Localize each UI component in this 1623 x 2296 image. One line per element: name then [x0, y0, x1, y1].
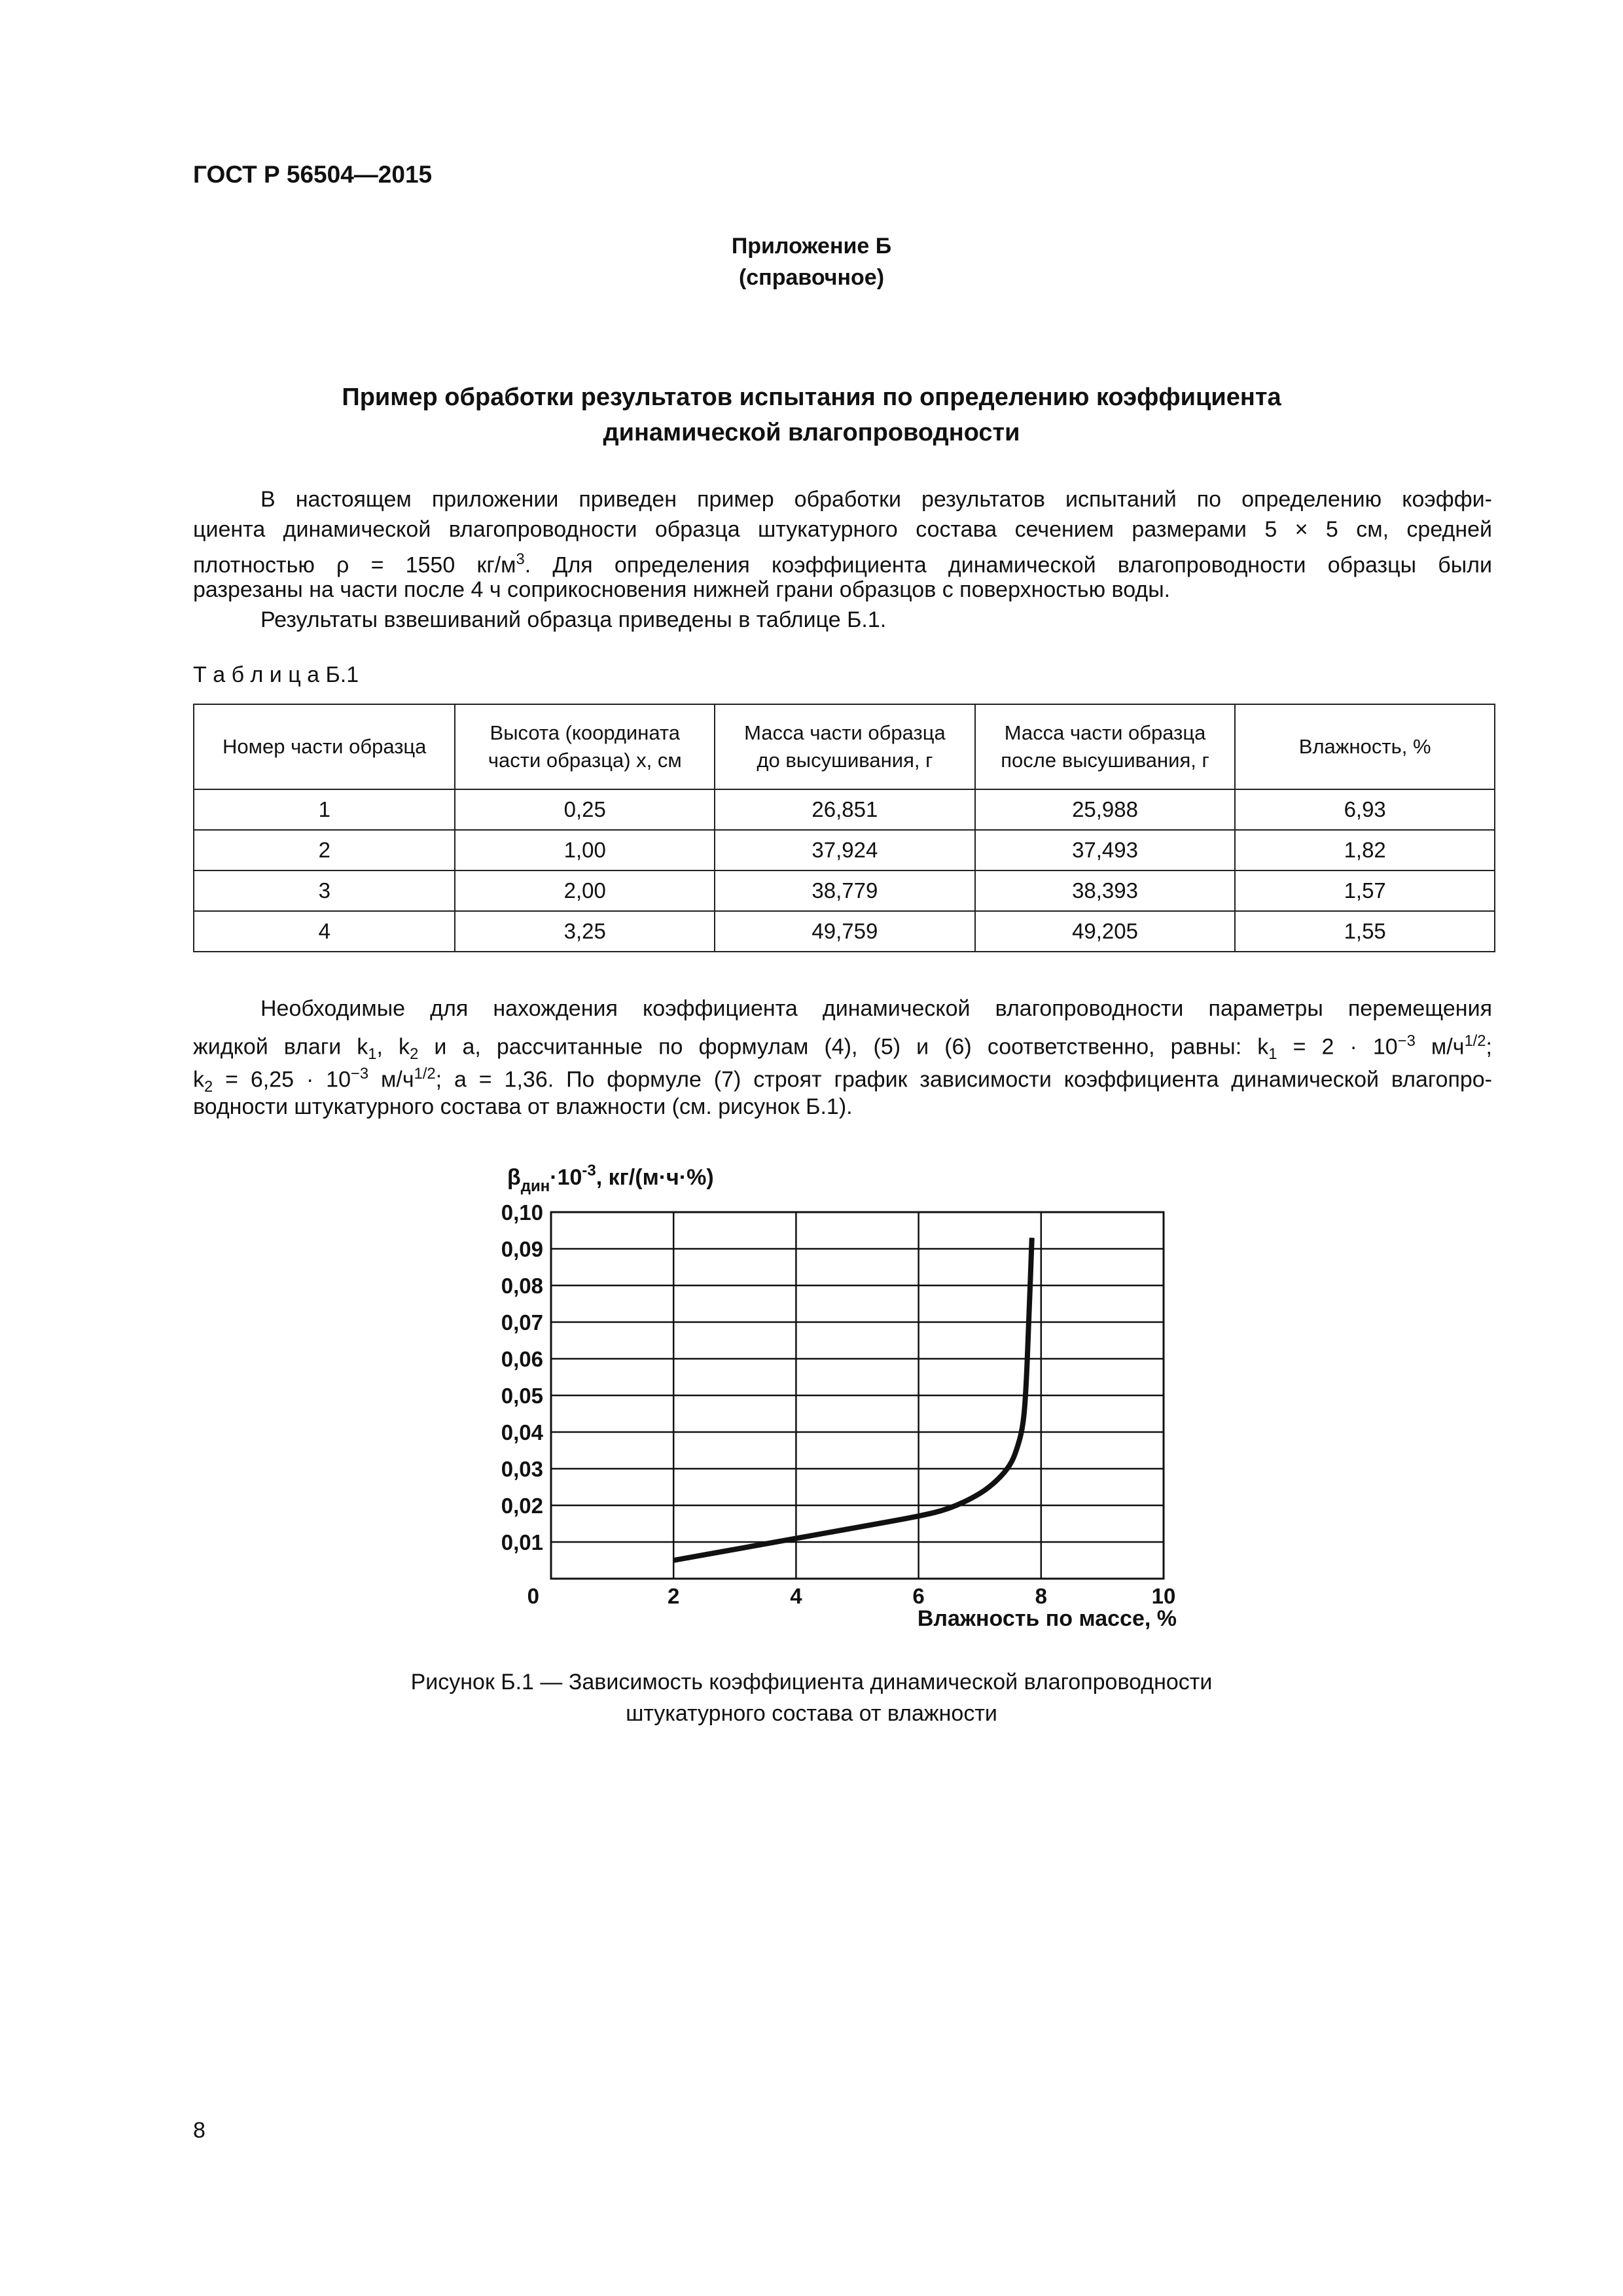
table-header-row	[194, 704, 1495, 789]
annex-title-line2: динамической влагопроводности	[603, 419, 1020, 446]
intro-paragraph-2: Результаты взвешиваний образца приведены в таблице Б.1.	[260, 607, 887, 632]
figure-caption-line2: штукатурного состава от влажности	[626, 1701, 997, 1726]
results-table	[193, 704, 1495, 952]
table-row	[194, 789, 1495, 830]
intro-line-1: В настоящем приложении приведен пример обработки результатов испытаний по определению коэффи-	[260, 487, 1492, 512]
table-cell: 1,55	[1235, 911, 1495, 952]
y-tick-label: 0,04	[501, 1420, 543, 1444]
table-cell: 49,205	[975, 911, 1236, 952]
y-tick-label: 0,09	[501, 1237, 543, 1261]
y-tick-label: 0,02	[501, 1494, 543, 1518]
table-cell: 1,57	[1235, 870, 1495, 911]
figure-caption-line1: Рисунок Б.1 — Зависимость коэффициента динамической влагопроводности	[410, 1670, 1213, 1695]
page-number: 8	[193, 2118, 205, 2143]
table-cell: 37,924	[715, 830, 975, 870]
params-line-4: водности штукатурного состава от влажности (см. рисунок Б.1).	[193, 1094, 853, 1119]
table-cell: 0,25	[455, 789, 715, 830]
annex-label: Приложение Б	[731, 234, 892, 259]
y-tick-label: 0,05	[501, 1384, 543, 1408]
y-tick-label: 0,03	[501, 1457, 543, 1481]
col-header-mass-before: Масса части образца до высушивания, г	[715, 704, 975, 789]
table-cell: 1,00	[455, 830, 715, 870]
y-tick-label: 0,01	[501, 1530, 543, 1554]
table-cell: 1	[194, 789, 455, 830]
table-cell: 3	[194, 870, 455, 911]
x-tick-label: 8	[1035, 1584, 1047, 1608]
x-tick-label: 0	[527, 1584, 539, 1608]
col-header-height: Высота (координата части образца) x, см	[455, 704, 715, 789]
chart-xlabel: Влажность по массе, %	[917, 1606, 1177, 1631]
col-header-part-number: Номер части образца	[194, 704, 455, 789]
col-header-mass-after: Масса части образца после высушивания, г	[975, 704, 1236, 789]
y-tick-label: 0,07	[501, 1310, 543, 1335]
x-tick-label: 4	[790, 1584, 802, 1608]
params-line-1: Необходимые для нахождения коэффициента динамической влагопроводности параметры перемещения	[260, 996, 1492, 1021]
table-cell: 4	[194, 911, 455, 952]
col-header-moisture: Влажность, %	[1235, 704, 1495, 789]
params-line-3: $k_2 = 6,25 \cdot 10^{-3}$ $м/ч^{1/2}$; a = 1,36. По формуле (7) строят график зависимости коэффициента динамической влагопро-	[193, 1065, 1493, 1096]
data-series-line	[673, 1238, 1032, 1560]
annex-title-line1: Пример обработки результатов испытания по определению коэффициента	[342, 384, 1281, 411]
table-cell: 1,82	[1235, 830, 1495, 870]
table-row	[194, 870, 1495, 911]
table-cell: 49,759	[715, 911, 975, 952]
table-cell: 26,851	[715, 789, 975, 830]
x-tick-label: 2	[668, 1584, 680, 1608]
y-tick-label: 0,10	[501, 1200, 543, 1225]
table-cell: 3,25	[455, 911, 715, 952]
params-line-2: жидкой влаги $k_1$, $k_2$ и a, рассчитанные по формулам (4), (5) и (6) соответственно, равны: $k_1 = 2 \cdot 10^{-3}$ $м/ч^{1/2}$;	[193, 1032, 1492, 1064]
y-tick-label: 0,08	[501, 1274, 543, 1298]
table-cell: 37,493	[975, 830, 1236, 870]
table-cell: 6,93	[1235, 789, 1495, 830]
table-cell: 2	[194, 830, 455, 870]
plot-frame	[551, 1212, 1164, 1579]
document-header: ГОСТ Р 56504—2015	[193, 161, 433, 188]
x-tick-label: 6	[912, 1584, 925, 1608]
table-cell: 25,988	[975, 789, 1236, 830]
chart-ylabel: $\beta_{дин}\cdot 10^{-3}$, кг/(м·ч·%)	[507, 1162, 714, 1195]
table-row	[194, 830, 1495, 870]
intro-line-2: циента динамической влагопроводности образца штукатурного состава сечением размерами 5 × 5 см, средней	[193, 517, 1492, 542]
table-cell: 38,393	[975, 870, 1236, 911]
annex-status: (справочное)	[738, 265, 885, 290]
table-cell: 38,779	[715, 870, 975, 911]
intro-line-4: разрезаны на части после 4 ч соприкосновения нижней грани образцов с поверхностью воды.	[193, 577, 1171, 602]
table-cell: 2,00	[455, 870, 715, 911]
x-tick-label: 10	[1151, 1584, 1176, 1608]
y-tick-label: 0,06	[501, 1347, 543, 1371]
table-row	[194, 911, 1495, 952]
intro-line-3: плотностью ρ = 1550 $кг/м^3$. Для определения коэффициента динамической влагопроводности образцы были	[193, 550, 1492, 578]
table-caption: Т а б л и ц а Б.1	[193, 662, 359, 687]
